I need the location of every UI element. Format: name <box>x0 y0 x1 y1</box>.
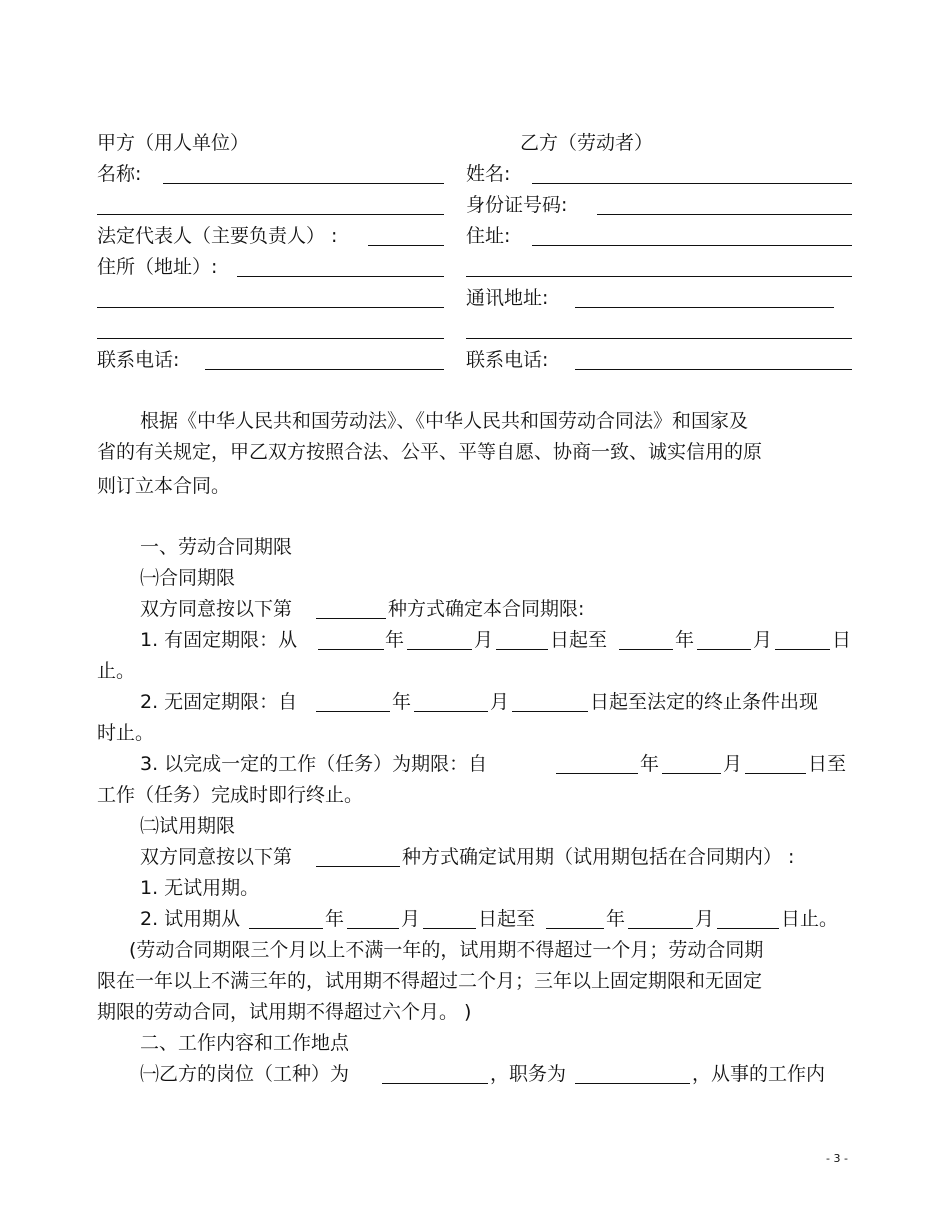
probation-option-field[interactable] <box>316 866 400 867</box>
party-a-name-label: 名称: <box>97 163 142 185</box>
party-a-address-field[interactable] <box>237 276 444 277</box>
open-term-year-field[interactable] <box>316 711 390 712</box>
party-b-name-label: 姓名: <box>466 163 511 185</box>
open-term-label: 2. 无固定期限：自 <box>140 691 298 713</box>
fixed-term-start-month-field[interactable] <box>407 649 472 650</box>
month-label: 月 <box>401 908 421 930</box>
probation-start-month-field[interactable] <box>347 928 399 929</box>
party-a-name-field[interactable] <box>163 183 444 184</box>
no-probation-label: 1. 无试用期。 <box>140 877 260 899</box>
party-a-name-field-line2[interactable] <box>97 214 444 215</box>
duty-label: ，职务为 <box>490 1063 567 1085</box>
fixed-term-label: 1. 有固定期限：从 <box>140 629 298 651</box>
fixed-term-end-month-field[interactable] <box>697 649 751 650</box>
open-term-text: 日起至法定的终止条件出现 <box>590 691 819 713</box>
day-label: 日 <box>832 629 852 651</box>
day-end-label: 日止。 <box>781 908 839 930</box>
position-label: ㈠乙方的岗位（工种）为 <box>140 1063 350 1085</box>
party-b-phone-label: 联系电话: <box>466 349 549 371</box>
party-b-heading: 乙方（劳动者） <box>520 132 654 154</box>
probation-choose-text-2: 种方式确定试用期（试用期包括在合同期内） : <box>402 846 795 868</box>
preamble-line-1: 根据《中华人民共和国劳动法》、《中华人民共和国劳动合同法》和国家及 <box>140 410 749 432</box>
preamble-line-3: 则订立本合同。 <box>97 475 231 497</box>
contract-term-choose-text: 双方同意按以下第 <box>140 598 293 620</box>
preamble-line-2: 省的有关规定，甲乙双方按照合法、公平、平等自愿、协商一致、诚实信用的原 <box>97 441 763 463</box>
open-term-day-field[interactable] <box>512 711 588 712</box>
year-label: 年 <box>325 908 345 930</box>
probation-choose-text: 双方同意按以下第 <box>140 846 293 868</box>
party-a-heading: 甲方（用人单位） <box>97 132 250 154</box>
party-a-phone-field[interactable] <box>205 369 444 370</box>
party-a-address-label: 住所（地址）: <box>97 256 218 278</box>
party-b-mail-field[interactable] <box>575 307 834 308</box>
probation-start-year-field[interactable] <box>249 928 323 929</box>
probation-end-month-field[interactable] <box>628 928 693 929</box>
party-b-mail-field-line2[interactable] <box>466 338 852 339</box>
month-label: 月 <box>474 629 494 651</box>
probation-end-day-field[interactable] <box>717 928 779 929</box>
party-a-phone-label: 联系电话: <box>97 349 180 371</box>
contract-term-option-field[interactable] <box>316 618 386 619</box>
party-b-id-label: 身份证号码: <box>466 194 568 216</box>
task-term-to-label: 日至 <box>808 753 847 775</box>
probation-note-line-3: 期限的劳动合同，试用期不得超过六个月。 ) <box>97 1001 472 1023</box>
task-term-day-field[interactable] <box>745 773 806 774</box>
section-1-title: 一、劳动合同期限 <box>140 536 293 558</box>
party-b-id-field[interactable] <box>597 214 852 215</box>
party-b-name-field[interactable] <box>532 183 852 184</box>
task-term-label: 3. 以完成一定的工作（任务）为期限：自 <box>140 753 488 775</box>
probation-period-label: 2. 试用期从 <box>140 908 241 930</box>
month-label: 月 <box>753 629 773 651</box>
day-from-label: 日起至 <box>478 908 536 930</box>
open-term-tail: 时止。 <box>97 722 155 744</box>
fixed-term-tail: 止。 <box>97 660 136 682</box>
party-a-address-field-line2[interactable] <box>97 307 444 308</box>
party-a-rep-field[interactable] <box>368 245 444 246</box>
contract-term-title: ㈠合同期限 <box>140 567 236 589</box>
task-term-month-field[interactable] <box>662 773 721 774</box>
party-b-mail-label: 通讯地址: <box>466 287 549 309</box>
contract-term-choose-text-2: 种方式确定本合同期限: <box>388 598 585 620</box>
duty-field[interactable] <box>575 1083 690 1084</box>
month-label: 月 <box>490 691 510 713</box>
page-number: - 3 - <box>826 1152 848 1165</box>
task-term-year-field[interactable] <box>556 773 638 774</box>
party-b-phone-field[interactable] <box>575 369 852 370</box>
probation-start-day-field[interactable] <box>423 928 476 929</box>
fixed-term-start-year-field[interactable] <box>318 649 384 650</box>
party-b-address-field-line2[interactable] <box>466 276 852 277</box>
party-a-address-field-line3[interactable] <box>97 338 444 339</box>
year-label: 年 <box>606 908 626 930</box>
year-label: 年 <box>385 629 405 651</box>
month-label: 月 <box>695 908 715 930</box>
work-content-label: ，从事的工作内 <box>692 1063 826 1085</box>
probation-note-line-2: 限在一年以上不满三年的，试用期不得超过二个月；三年以上固定期限和无固定 <box>97 970 763 992</box>
section-2-title: 二、工作内容和工作地点 <box>140 1032 350 1054</box>
year-label: 年 <box>675 629 695 651</box>
fixed-term-start-day-field[interactable] <box>496 649 548 650</box>
probation-title: ㈡试用期限 <box>140 815 236 837</box>
task-term-tail: 工作（任务）完成时即行终止。 <box>97 784 364 806</box>
party-a-rep-label: 法定代表人（主要负责人） : <box>97 225 338 247</box>
position-field[interactable] <box>382 1083 488 1084</box>
party-b-address-label: 住址: <box>466 225 511 247</box>
party-b-address-field[interactable] <box>532 245 852 246</box>
day-from-label: 日起至 <box>550 629 608 651</box>
fixed-term-end-year-field[interactable] <box>619 649 673 650</box>
year-label: 年 <box>640 753 660 775</box>
open-term-month-field[interactable] <box>414 711 488 712</box>
month-label: 月 <box>723 753 743 775</box>
probation-note-line-1: (劳动合同期限三个月以上不满一年的，试用期不得超过一个月；劳动合同期 <box>129 939 764 961</box>
fixed-term-end-day-field[interactable] <box>775 649 830 650</box>
year-label: 年 <box>392 691 412 713</box>
probation-end-year-field[interactable] <box>546 928 604 929</box>
